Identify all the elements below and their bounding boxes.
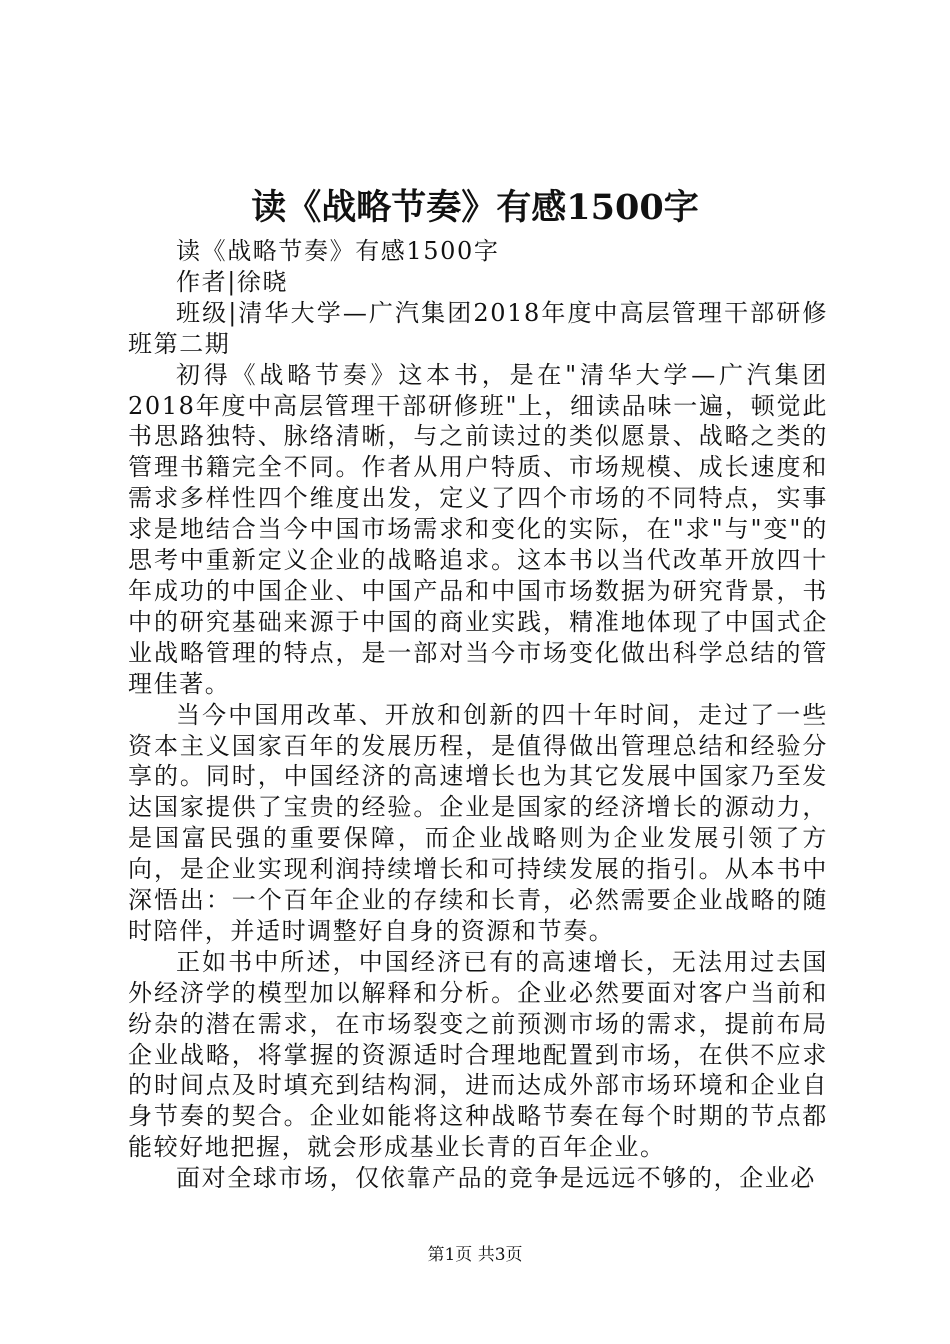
document-body bbox=[128, 236, 828, 1194]
body-paragraph: 当今中国用改革、开放和创新的四十年时间，走过了一些资本主义国家百年的发展历程，是值得做出管理总结和经验分享的。同时，中国经济的高速增长也为其它发展中国家乃至发达国家提供了宝贵的经验。企业是国家的经济增长的源动力，是国富民强的重要保障，而企业战略则为企业发展引领了方向，是企业实现利润持续增长和可持续发展的指引。从本书中深悟出：一个百年企业的存续和长青，必然需要企业战略的随时陪伴，并适时调整好自身的资源和节奏。 bbox=[128, 700, 828, 945]
body-paragraph: 面对全球市场，仅依靠产品的竞争是远远不够的，企业必 bbox=[176, 1164, 816, 1193]
author-paragraph: 作者|徐晓 bbox=[176, 267, 289, 296]
page-number-footer: 第1页 共3页 bbox=[427, 1245, 523, 1265]
subtitle-paragraph: 读《战略节奏》有感1500字 bbox=[176, 237, 500, 265]
body-paragraph: 正如书中所述，中国经济已有的高速增长，无法用过去国外经济学的模型加以解释和分析。企业必然要面对客户当前和纷杂的潜在需求，在市场裂变之前预测市场的需求，提前布局企业战略，将掌握的资源适时合理地配置到市场，在供不应求的时间点及时填充到结构洞，进而达成外部市场环境和企业自身节奏的契合。企业如能将这种战略节奏在每个时期的节点都能较好地把握，就会形成基业长青的百年企业。 bbox=[128, 947, 828, 1162]
body-paragraph: 初得《战略节奏》这本书，是在"清华大学—广汽集团2018年度中高层管理干部研修班"上，细读品味一遍，顿觉此书思路独特、脉络清晰，与之前读过的类似愿景、战略之类的管理书籍完全不同。作者从用户特质、市场规模、成长速度和需求多样性四个维度出发，定义了四个市场的不同特点，实事求是地结合当今中国市场需求和变化的实际，在"求"与"变"的思考中重新定义企业的战略追求。这本书以当代改革开放四十年成功的中国企业、中国产品和中国市场数据为研究背景，书中的研究基础来源于中国的商业实践，精准地体现了中国式企业战略管理的特点，是一部对当今市场变化做出科学总结的管理佳著。 bbox=[128, 360, 828, 698]
document-title: 读《战略节奏》有感1500字 bbox=[251, 187, 699, 228]
class-paragraph: 班级|清华大学—广汽集团2018年度中高层管理干部研修班第二期 bbox=[128, 298, 828, 358]
